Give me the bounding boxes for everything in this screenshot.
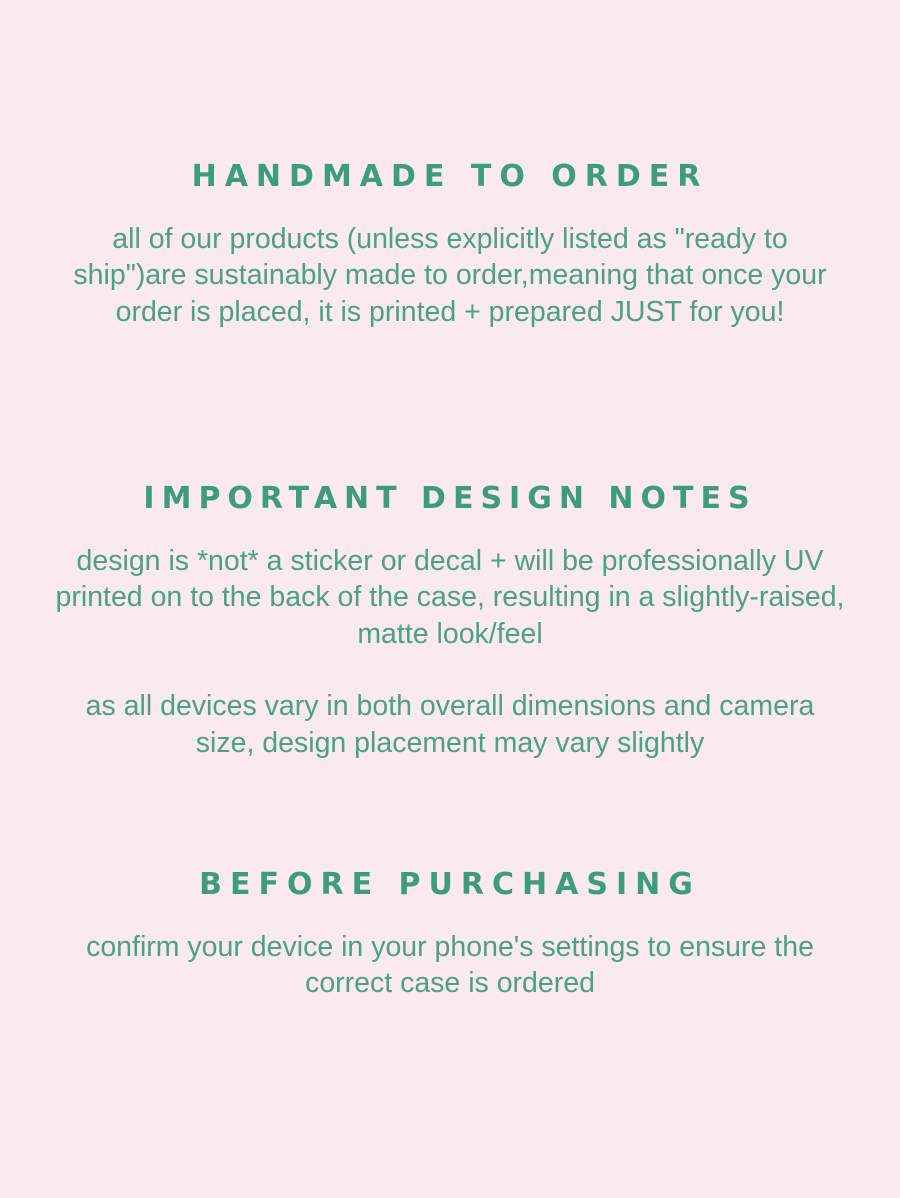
section-paragraph: design is *not* a sticker or decal + will be professionally UV printed on to the back of the case, resulting in a slightly-raised, matte look/feel (55, 545, 845, 650)
section-paragraph: all of our products (unless explicitly listed as "ready to ship")are sustainably made to order,meaning that once your order is placed, it is printed + prepared JUST for you! (73, 223, 827, 328)
section-heading: BEFORE PURCHASING (199, 867, 701, 902)
section-paragraph: as all devices vary in both overall dimensions and camera size, design placement may vary slightly (85, 690, 815, 759)
section-handmade-to-order (55, 160, 845, 330)
section-paragraph: confirm your device in your phone's settings to ensure the correct case is ordered (86, 931, 814, 1000)
section-heading: IMPORTANT DESIGN NOTES (143, 481, 757, 516)
section-before-purchasing (55, 868, 845, 1002)
section-heading: HANDMADE TO ORDER (191, 159, 709, 194)
section-important-design-notes (40, 482, 860, 761)
